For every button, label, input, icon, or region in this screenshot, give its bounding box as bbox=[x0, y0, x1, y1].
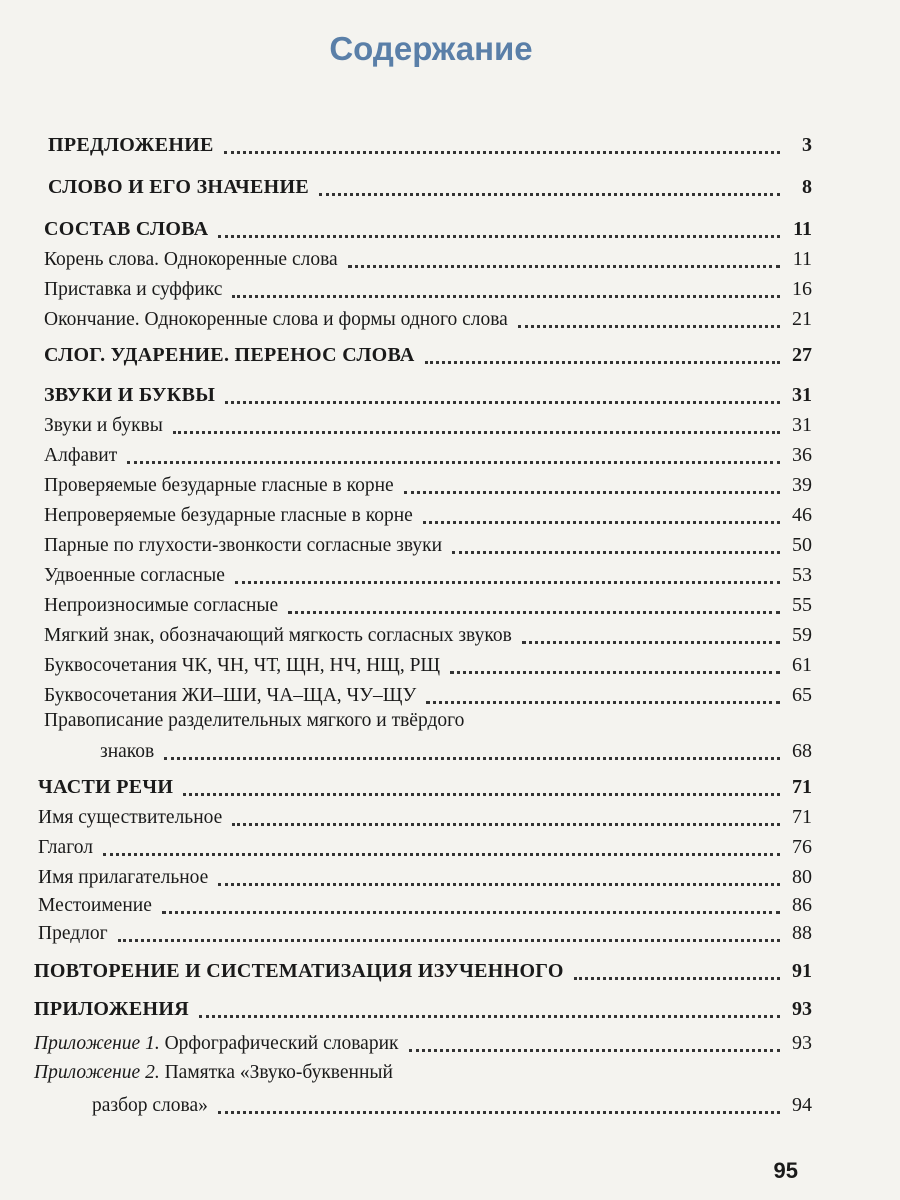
toc-entry[interactable] bbox=[38, 806, 812, 829]
dot-leader bbox=[225, 401, 780, 404]
toc-entry-page: 59 bbox=[792, 624, 812, 646]
toc-entry-page: 31 bbox=[792, 414, 812, 436]
toc-entry-page: 93 bbox=[792, 1032, 812, 1054]
toc-entry[interactable] bbox=[38, 866, 812, 889]
toc-entry-label: знаков bbox=[100, 741, 155, 762]
toc-entry[interactable] bbox=[44, 384, 812, 407]
toc-entry[interactable] bbox=[48, 134, 812, 157]
dot-leader bbox=[450, 671, 780, 674]
appendix-prefix: Приложение 2. bbox=[34, 1062, 160, 1083]
toc-entry[interactable] bbox=[44, 504, 812, 527]
toc-entry-page: 71 bbox=[792, 776, 812, 798]
dot-leader bbox=[522, 641, 780, 644]
toc-entry-page: 3 bbox=[802, 134, 812, 156]
toc-entry[interactable] bbox=[44, 474, 812, 497]
page-title: Содержание bbox=[329, 30, 533, 67]
toc-entry-label: Имя прилагательное bbox=[38, 867, 209, 888]
toc-entry-page: 31 bbox=[792, 384, 812, 406]
dot-leader bbox=[235, 581, 780, 584]
toc-entry-label-part: Памятка «Звуко-буквенный bbox=[159, 1062, 393, 1083]
appendix-prefix: Приложение 1. bbox=[34, 1033, 160, 1054]
dot-leader bbox=[224, 151, 780, 154]
toc-entry-page: 36 bbox=[792, 444, 812, 466]
toc-entry[interactable] bbox=[34, 998, 812, 1021]
toc-entry-page: 8 bbox=[802, 176, 812, 198]
toc-entry[interactable] bbox=[44, 414, 812, 437]
toc-entry-page: 86 bbox=[792, 894, 812, 916]
toc-entry-label: Корень слова. Однокоренные слова bbox=[44, 249, 338, 270]
toc-entry[interactable] bbox=[38, 836, 812, 859]
toc-entry-page: 55 bbox=[792, 594, 812, 616]
dot-leader bbox=[409, 1049, 781, 1052]
toc-entry-label: Приставка и суффикс bbox=[44, 279, 223, 300]
dot-leader bbox=[103, 853, 780, 856]
toc-entry-label: Алфавит bbox=[44, 445, 118, 466]
toc-entry[interactable] bbox=[44, 594, 812, 617]
toc-entry-label: Орфографический словарик bbox=[159, 1033, 399, 1054]
dot-leader bbox=[425, 361, 780, 364]
toc-entry-label: ЗВУКИ И БУКВЫ bbox=[44, 384, 216, 406]
toc-entry-label: Глагол bbox=[38, 837, 93, 858]
dot-leader bbox=[218, 235, 780, 238]
toc-entry-page: 50 bbox=[792, 534, 812, 556]
toc-entry[interactable] bbox=[100, 740, 812, 763]
toc-entry-label: Окончание. Однокоренные слова и формы одного слова bbox=[44, 309, 508, 330]
toc-entry-page: 11 bbox=[793, 218, 812, 240]
toc-entry[interactable] bbox=[34, 1032, 812, 1055]
toc-entry-page: 21 bbox=[792, 308, 812, 330]
toc-entry-label: ПОВТОРЕНИЕ И СИСТЕМАТИЗАЦИЯ ИЗУЧЕННОГО bbox=[34, 960, 564, 982]
toc-entry[interactable] bbox=[38, 894, 812, 917]
toc-entry-page: 91 bbox=[792, 960, 812, 982]
toc-entry[interactable] bbox=[44, 654, 812, 677]
dot-leader bbox=[426, 701, 780, 704]
toc-entry[interactable] bbox=[44, 444, 812, 467]
dot-leader bbox=[319, 193, 780, 196]
dot-leader bbox=[173, 431, 780, 434]
toc-entry[interactable] bbox=[38, 776, 812, 799]
dot-leader bbox=[118, 939, 780, 942]
page-number: 95 bbox=[773, 1158, 798, 1183]
toc-entry[interactable] bbox=[44, 218, 812, 241]
toc-entry-label-wrap bbox=[34, 1033, 399, 1055]
dot-leader bbox=[218, 1111, 780, 1114]
dot-leader bbox=[232, 295, 780, 298]
toc-entry-label: Предлог bbox=[38, 923, 108, 944]
dot-leader bbox=[518, 325, 780, 328]
toc-entry[interactable] bbox=[44, 684, 812, 707]
toc-entry-label-line1 bbox=[34, 1062, 393, 1084]
toc-entry-label: Удвоенные согласные bbox=[44, 565, 225, 586]
toc-entry-page: 11 bbox=[792, 248, 812, 270]
toc-entry[interactable] bbox=[44, 308, 812, 331]
toc-entry-label: СЛОГ. УДАРЕНИЕ. ПЕРЕНОС СЛОВА bbox=[44, 344, 415, 366]
toc-entry[interactable] bbox=[38, 922, 812, 945]
toc-entry-page: 68 bbox=[792, 740, 812, 762]
toc-entry-page: 93 bbox=[792, 998, 812, 1020]
toc-entry[interactable] bbox=[34, 960, 812, 983]
toc-entry-label: Проверяемые безударные гласные в корне bbox=[44, 475, 394, 496]
dot-leader bbox=[348, 265, 780, 268]
toc-entry-page: 65 bbox=[792, 684, 812, 706]
toc-entry[interactable] bbox=[44, 248, 812, 271]
dot-leader bbox=[452, 551, 780, 554]
toc-entry-label: Непроизносимые согласные bbox=[44, 595, 279, 616]
toc-entry[interactable] bbox=[44, 344, 812, 367]
toc-entry[interactable] bbox=[44, 278, 812, 301]
toc-entry-page: 27 bbox=[792, 344, 812, 366]
toc-entry[interactable] bbox=[44, 624, 812, 647]
toc-entry-label: Местоимение bbox=[38, 895, 152, 916]
dot-leader bbox=[423, 521, 780, 524]
toc-entry-label: Имя существительное bbox=[38, 807, 223, 828]
toc-entry-page: 46 bbox=[792, 504, 812, 526]
dot-leader bbox=[288, 611, 780, 614]
dot-leader bbox=[183, 793, 780, 796]
toc-entry-label: ЧАСТИ РЕЧИ bbox=[38, 776, 174, 798]
toc-entry-page: 94 bbox=[792, 1094, 812, 1116]
toc-entry[interactable] bbox=[48, 176, 812, 199]
toc-entry-label: разбор слова» bbox=[92, 1095, 208, 1116]
dot-leader bbox=[232, 823, 780, 826]
toc-entry-label: СЛОВО И ЕГО ЗНАЧЕНИЕ bbox=[48, 176, 309, 198]
toc-entry[interactable] bbox=[44, 564, 812, 587]
toc-entry-label: ПРЕДЛОЖЕНИЕ bbox=[48, 134, 214, 156]
toc-entry[interactable] bbox=[44, 534, 812, 557]
toc-entry-label: Непроверяемые безударные гласные в корне bbox=[44, 505, 413, 526]
dot-leader bbox=[164, 757, 780, 760]
dot-leader bbox=[574, 977, 780, 980]
toc-entry-label: Парные по глухости-звонкости согласные звуки bbox=[44, 535, 443, 556]
toc-entry-label-line1: Правописание разделительных мягкого и твёрдого bbox=[44, 710, 465, 731]
dot-leader bbox=[404, 491, 780, 494]
toc-entry-label: ПРИЛОЖЕНИЯ bbox=[34, 998, 189, 1020]
toc-entry-label: Буквосочетания ЧК, ЧН, ЧТ, ЩН, НЧ, НЩ, РЩ bbox=[44, 655, 441, 676]
toc-entry-label: Буквосочетания ЖИ–ШИ, ЧА–ЩА, ЧУ–ЩУ bbox=[44, 685, 417, 706]
dot-leader bbox=[218, 883, 780, 886]
toc-entry-page: 39 bbox=[792, 474, 812, 496]
toc-entry-label: Мягкий знак, обозначающий мягкость согласных звуков bbox=[44, 625, 512, 646]
toc-entry-page: 88 bbox=[792, 922, 812, 944]
toc-entry-page: 71 bbox=[792, 806, 812, 828]
dot-leader bbox=[127, 461, 780, 464]
dot-leader bbox=[162, 911, 780, 914]
toc-entry-label: Звуки и буквы bbox=[44, 415, 163, 436]
toc-entry-page: 61 bbox=[792, 654, 812, 676]
toc-entry-page: 80 bbox=[792, 866, 812, 888]
toc-entry-page: 53 bbox=[792, 564, 812, 586]
toc-entry-label: СОСТАВ СЛОВА bbox=[44, 218, 209, 240]
toc-entry-page: 16 bbox=[792, 278, 812, 300]
toc-entry[interactable] bbox=[92, 1094, 812, 1117]
dot-leader bbox=[199, 1015, 780, 1018]
toc-entry-page: 76 bbox=[792, 836, 812, 858]
